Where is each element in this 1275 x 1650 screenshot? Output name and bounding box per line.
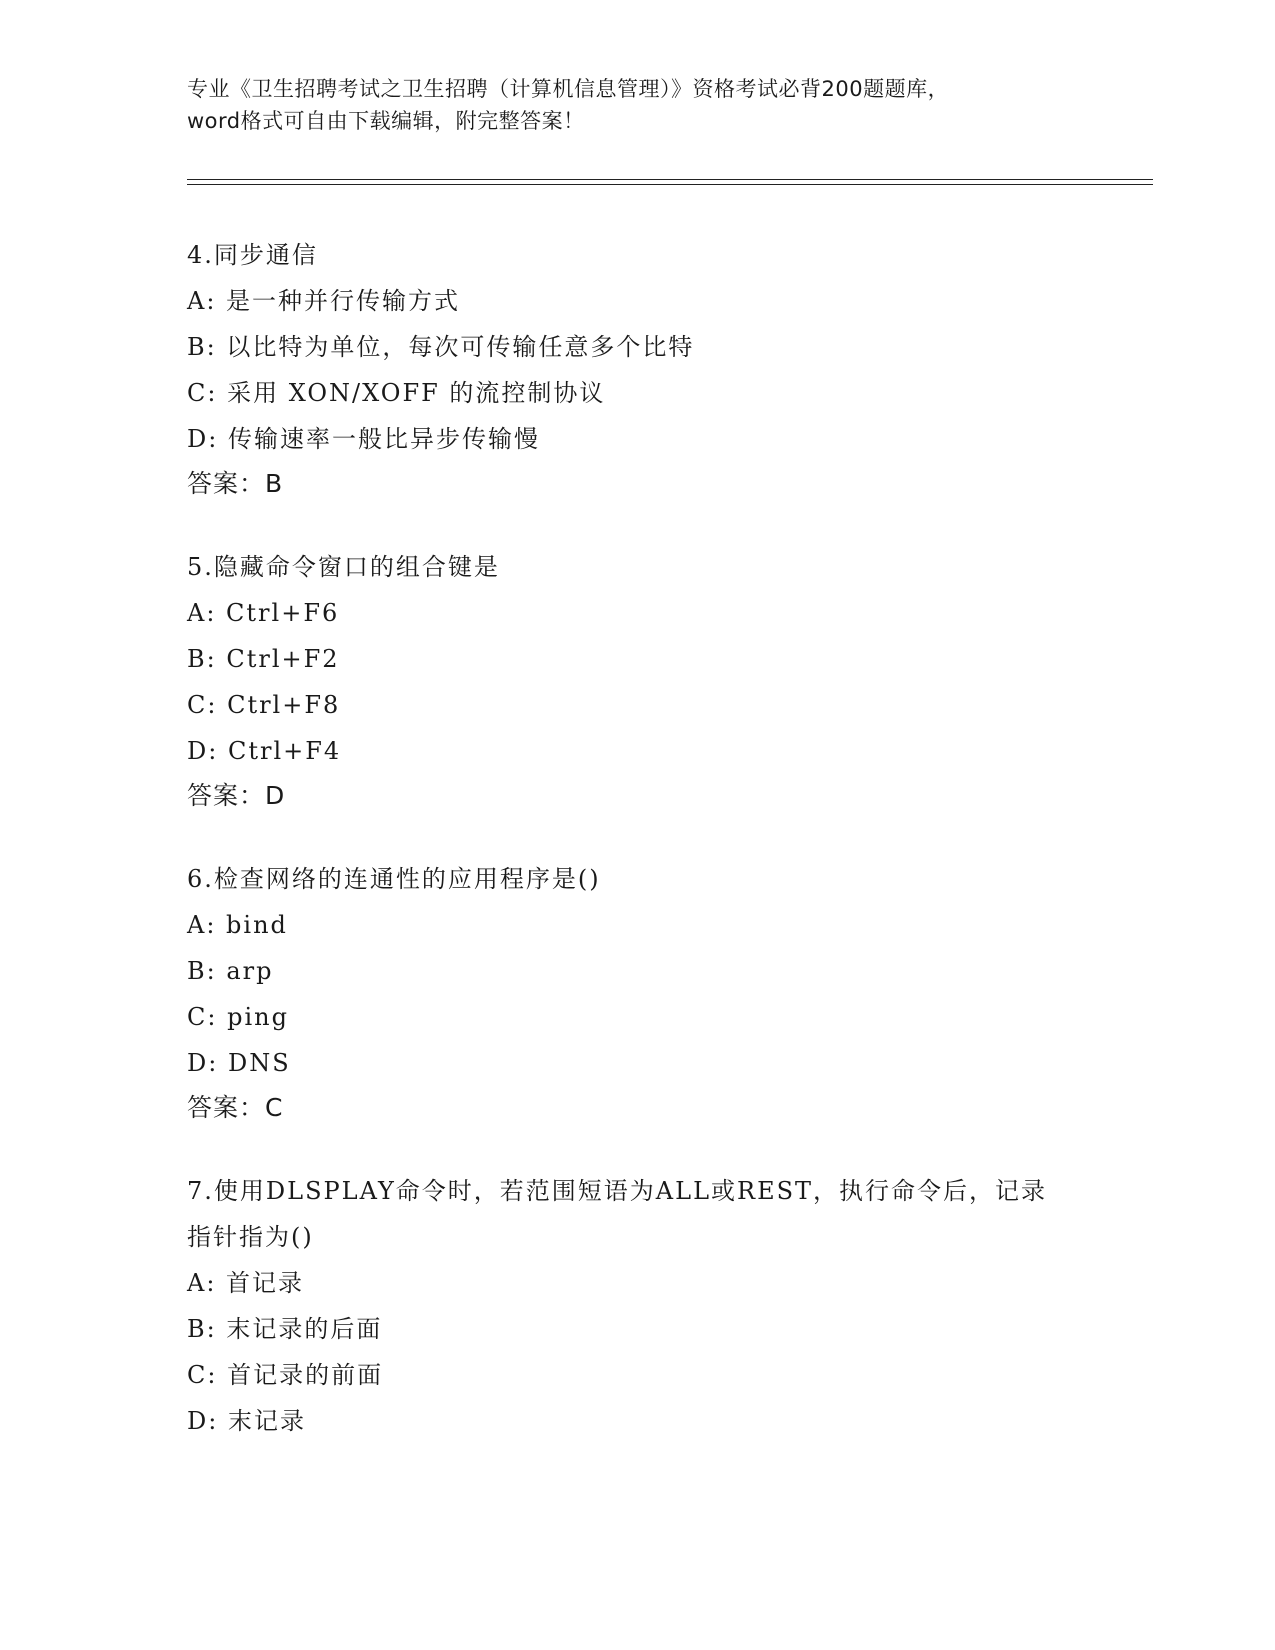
option-c: C: Ctrl+F8 xyxy=(187,691,341,719)
question-title: 7.使用DLSPLAY命令时，若范围短语为ALL或REST，执行命令后，记录指针指为() xyxy=(187,1177,1048,1251)
header-title-line-1: 专业《卫生招聘考试之卫生招聘（计算机信息管理）》资格考试必背200题题库， xyxy=(187,77,950,101)
header-divider-top xyxy=(187,179,1153,180)
header-title-line-2: word格式可自由下载编辑，附完整答案！ xyxy=(187,109,585,133)
option-d: D: DNS xyxy=(187,1049,291,1077)
question-title: 4.同步通信 xyxy=(187,241,318,269)
option-b: B: 末记录的后面 xyxy=(187,1315,383,1343)
option-b: B: arp xyxy=(187,957,274,985)
question-title: 6.检查网络的连通性的应用程序是() xyxy=(187,865,601,893)
option-d: D: 末记录 xyxy=(187,1407,306,1435)
option-d: D: 传输速率一般比异步传输慢 xyxy=(187,425,540,453)
header-divider-bottom xyxy=(187,184,1153,185)
option-c: C: 采用 XON/XOFF 的流控制协议 xyxy=(187,379,606,407)
answer-line: 答案：D xyxy=(187,781,286,810)
question-6 xyxy=(187,856,1087,1130)
option-d: D: Ctrl+F4 xyxy=(187,737,342,765)
question-title: 5.隐藏命令窗口的组合键是 xyxy=(187,553,500,581)
option-a: A: 是一种并行传输方式 xyxy=(187,287,461,315)
question-5 xyxy=(187,544,1087,818)
document-header xyxy=(187,73,1087,137)
question-list xyxy=(187,232,1087,1482)
option-b: B: Ctrl+F2 xyxy=(187,645,340,673)
question-4 xyxy=(187,232,1087,506)
option-c: C: ping xyxy=(187,1003,289,1031)
option-a: A: Ctrl+F6 xyxy=(187,599,340,627)
answer-line: 答案：B xyxy=(187,469,284,498)
option-a: A: bind xyxy=(187,911,288,939)
option-a: A: 首记录 xyxy=(187,1269,305,1297)
answer-line: 答案：C xyxy=(187,1093,284,1122)
option-c: C: 首记录的前面 xyxy=(187,1361,384,1389)
question-7 xyxy=(187,1168,1087,1444)
option-b: B: 以比特为单位，每次可传输任意多个比特 xyxy=(187,333,695,361)
